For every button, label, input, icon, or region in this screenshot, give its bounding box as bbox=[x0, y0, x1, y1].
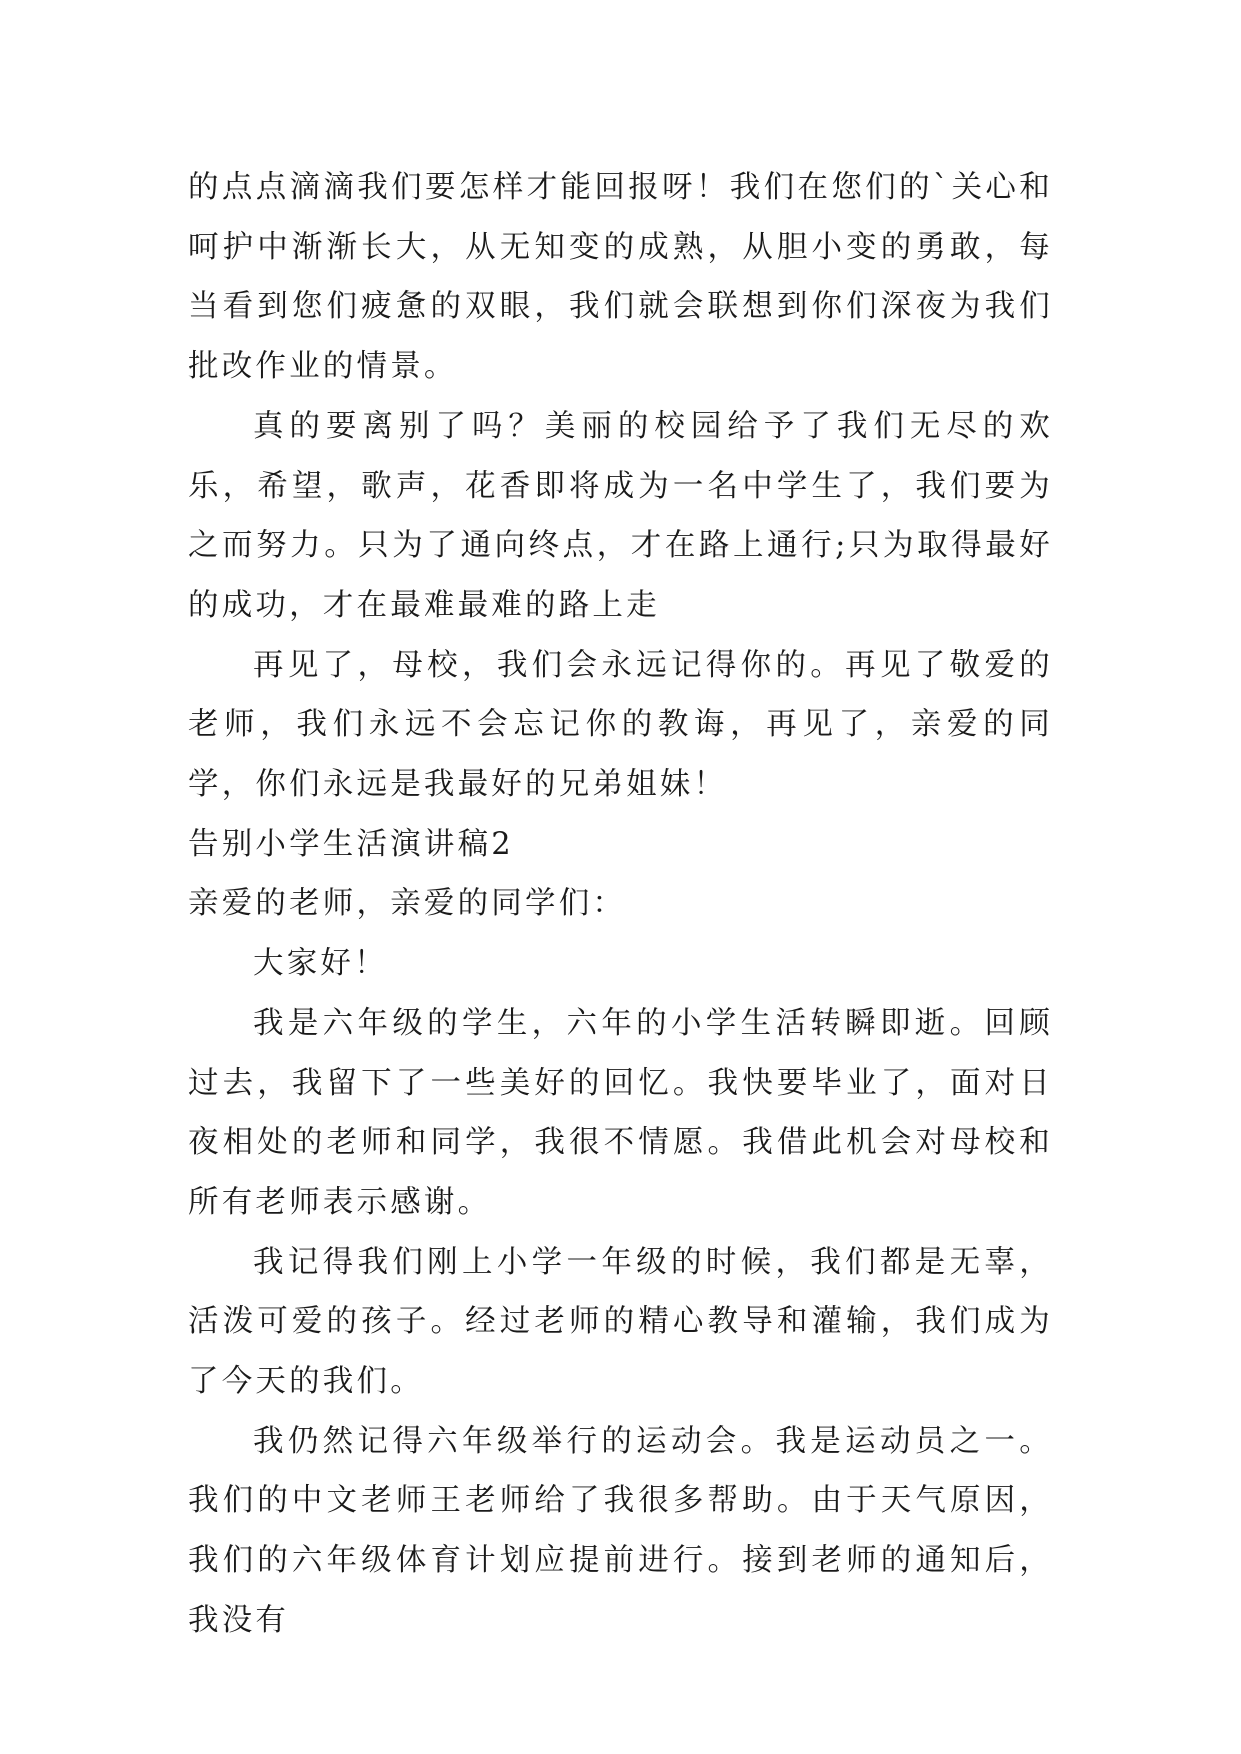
greeting: 大家好！ bbox=[253, 946, 388, 982]
salutation: 亲爱的老师，亲爱的同学们： bbox=[188, 886, 627, 922]
paragraph: 真的要离别了吗？美丽的校园给予了我们无尽的欢乐，希望，歌声，花香即将成为一名中学生了，我们要为之而努力。只为了通向终点，才在路上通行;只为取得最好的成功，才在最难最难的路上走 bbox=[188, 408, 1053, 623]
paragraph: 我记得我们刚上小学一年级的时候，我们都是无辜，活泼可爱的孩子。经过老师的精心教导和灌输，我们成为了今天的我们。 bbox=[188, 1244, 1053, 1400]
paragraph: 我是六年级的学生，六年的小学生活转瞬即逝。回顾过去，我留下了一些美好的回忆。我快要毕业了，面对日夜相处的老师和同学，我很不情愿。我借此机会对母校和所有老师表示感谢。 bbox=[188, 1005, 1053, 1220]
paragraph-continuation: 的点点滴滴我们要怎样才能回报呀！我们在您们的`关心和呵护中渐渐长大，从无知变的成熟，从胆小变的勇敢，每当看到您们疲惫的双眼，我们就会联想到你们深夜为我们批改作业的情景。 bbox=[188, 170, 1053, 385]
paragraph: 我仍然记得六年级举行的运动会。我是运动员之一。我们的中文老师王老师给了我很多帮助。由于天气原因，我们的六年级体育计划应提前进行。接到老师的通知后，我没有 bbox=[188, 1423, 1053, 1638]
paragraph: 再见了，母校，我们会永远记得你的。再见了敬爱的老师，我们永远不会忘记你的教诲，再见了，亲爱的同学，你们永远是我最好的兄弟姐妹！ bbox=[188, 647, 1053, 803]
document-body bbox=[188, 158, 1053, 1651]
section-heading: 告别小学生活演讲稿2 bbox=[188, 826, 514, 862]
